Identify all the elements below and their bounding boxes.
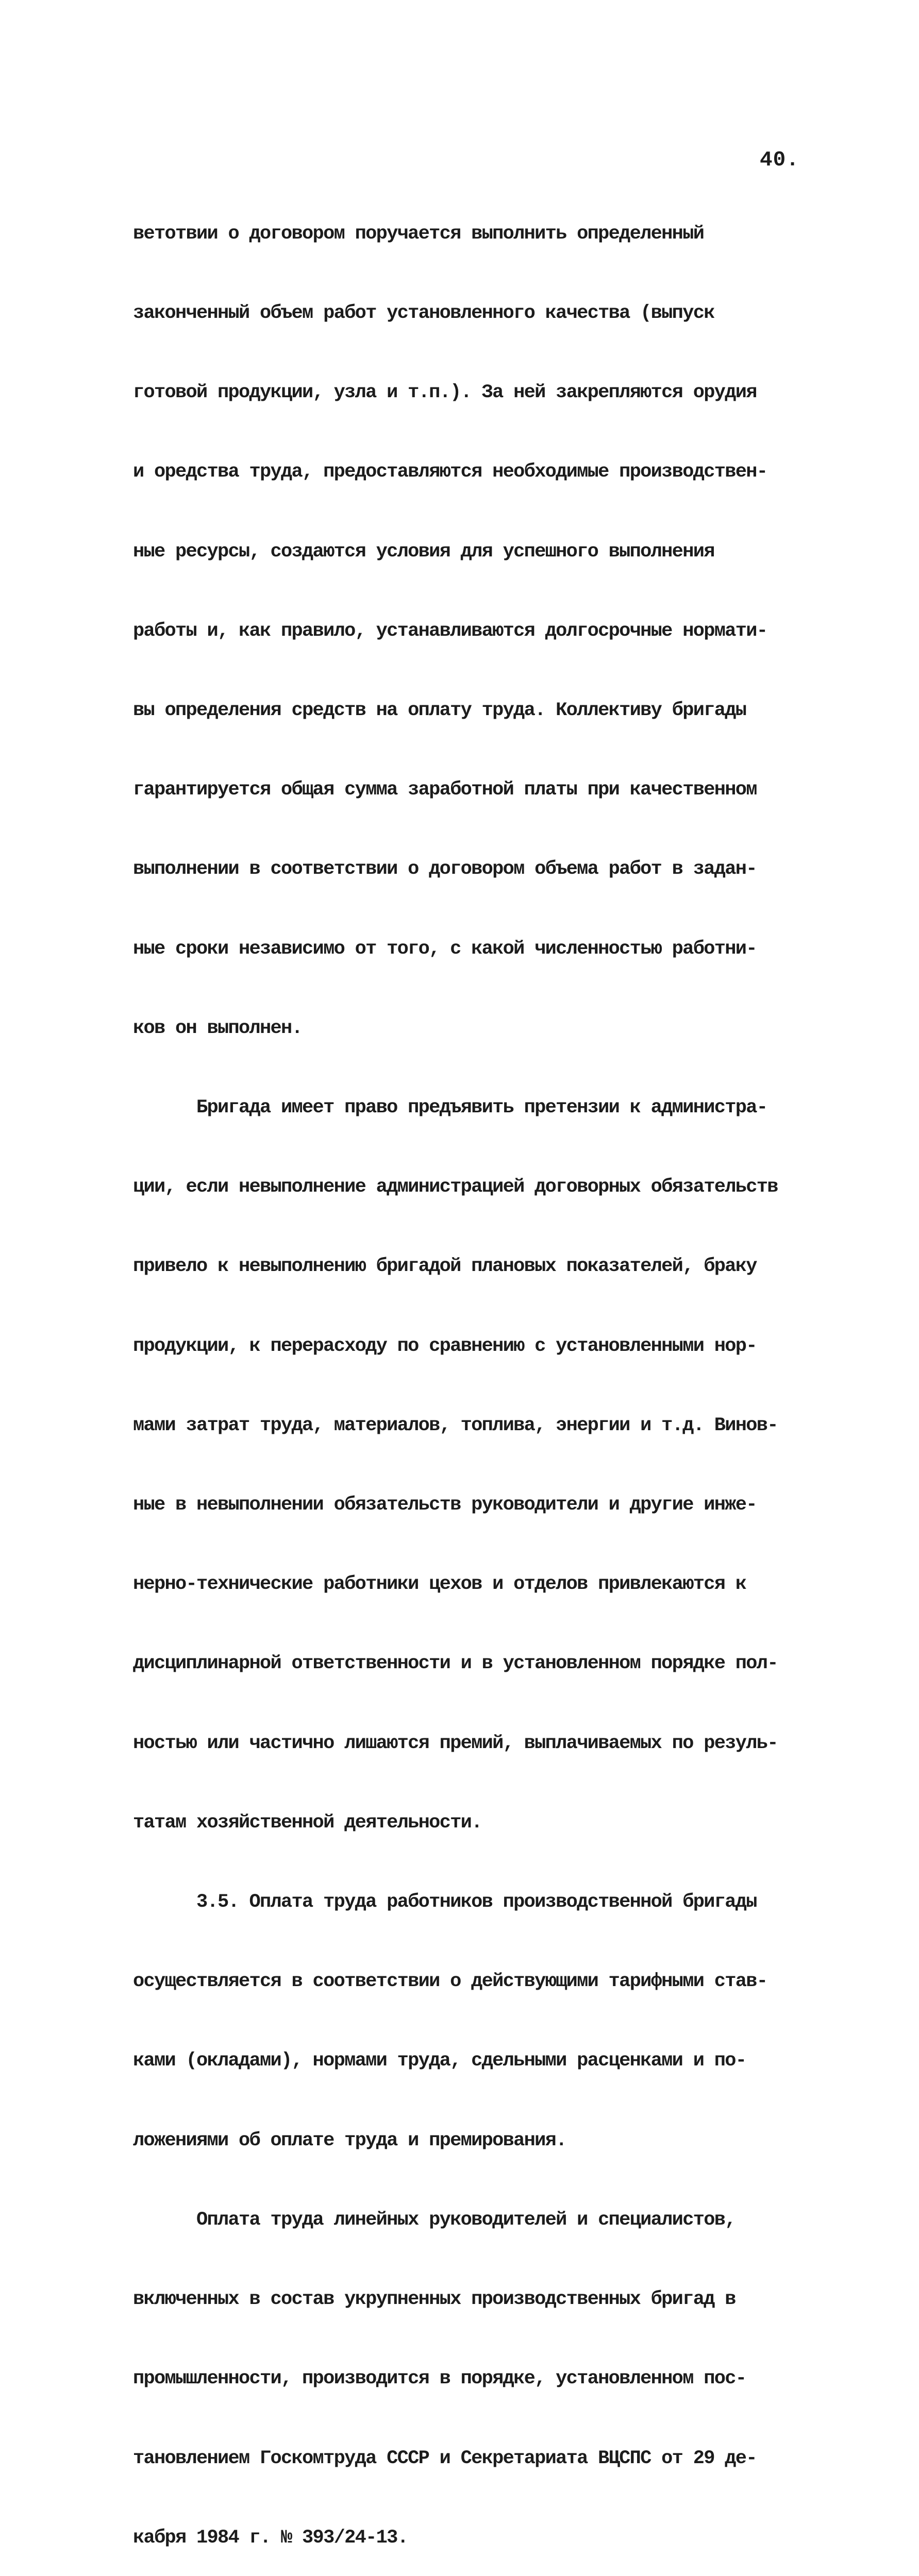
text-line: осуществляется в соответствии о действующими тарифными став- (133, 1971, 767, 1993)
text-line: тановлением Госкомтруда СССР и Секретариата ВЦСПС от 29 де- (133, 2447, 757, 2469)
text-line: Оплата труда линейных руководителей и специалистов, (133, 2209, 736, 2231)
text-line: кабря 1984 г. № 393/24-13. (133, 2527, 408, 2549)
text-line: ные сроки независимо от того, с какой численностью работни- (133, 938, 757, 960)
text-line: включенных в состав укрупненных производственных бригад в (133, 2289, 736, 2311)
text-line: 3.5. Оплата труда работников производственной бригады (133, 1891, 757, 1913)
text-line: татам хозяйственной деятельности. (133, 1811, 482, 1834)
text-line: мами затрат труда, материалов, топлива, энергии и т.д. Винов- (133, 1414, 778, 1436)
text-line: готовой продукции, узла и т.п.). За ней закрепляются орудия (133, 382, 757, 404)
text-line: ностью или частично лишаются премий, выплачиваемых по резуль- (133, 1732, 778, 1754)
text-line: Бригада имеет право предъявить претензии к администра- (133, 1097, 767, 1119)
text-line: ложениями об оплате труда и премирования. (133, 2129, 566, 2151)
text-line: и оредства труда, предоставляются необходимые производствен- (133, 461, 767, 483)
text-line: ками (окладами), нормами труда, сдельными расценками и по- (133, 2050, 746, 2072)
text-line: работы и, как правило, устанавливаются долгосрочные нормати- (133, 620, 767, 642)
text-line: ветотвии о договором поручается выполнить определенный (133, 223, 704, 245)
text-line: законченный объем работ установленного качества (выпуск (133, 302, 714, 325)
text-line: продукции, к перерасходу по сравнению с установленными нор- (133, 1335, 757, 1357)
text-line: ции, если невыполнение администрацией договорных обязательств (133, 1176, 778, 1198)
text-line: гарантируется общая сумма заработной платы при качественном (133, 779, 757, 801)
text-line: нерно-технические работники цехов и отделов привлекаются к (133, 1573, 746, 1596)
text-line: промышленности, производится в порядке, установленном пос- (133, 2368, 746, 2390)
text-line: вы определения средств на оплату труда. Коллективу бригады (133, 700, 746, 722)
body-text (133, 168, 834, 2576)
text-line: привело к невыполнению бригадой плановых показателей, браку (133, 1256, 757, 1278)
text-line: ные в невыполнении обязательств руководители и другие инже- (133, 1494, 757, 1516)
text-line: выполнении в соответствии о договором объема работ в задан- (133, 858, 757, 880)
page-number: 40. (760, 148, 799, 172)
text-line: дисциплинарной ответственности и в установленном порядке пол- (133, 1653, 778, 1675)
text-line: ков он выполнен. (133, 1017, 303, 1039)
text-line: ные ресурсы, создаются условия для успешного выполнения (133, 540, 714, 563)
